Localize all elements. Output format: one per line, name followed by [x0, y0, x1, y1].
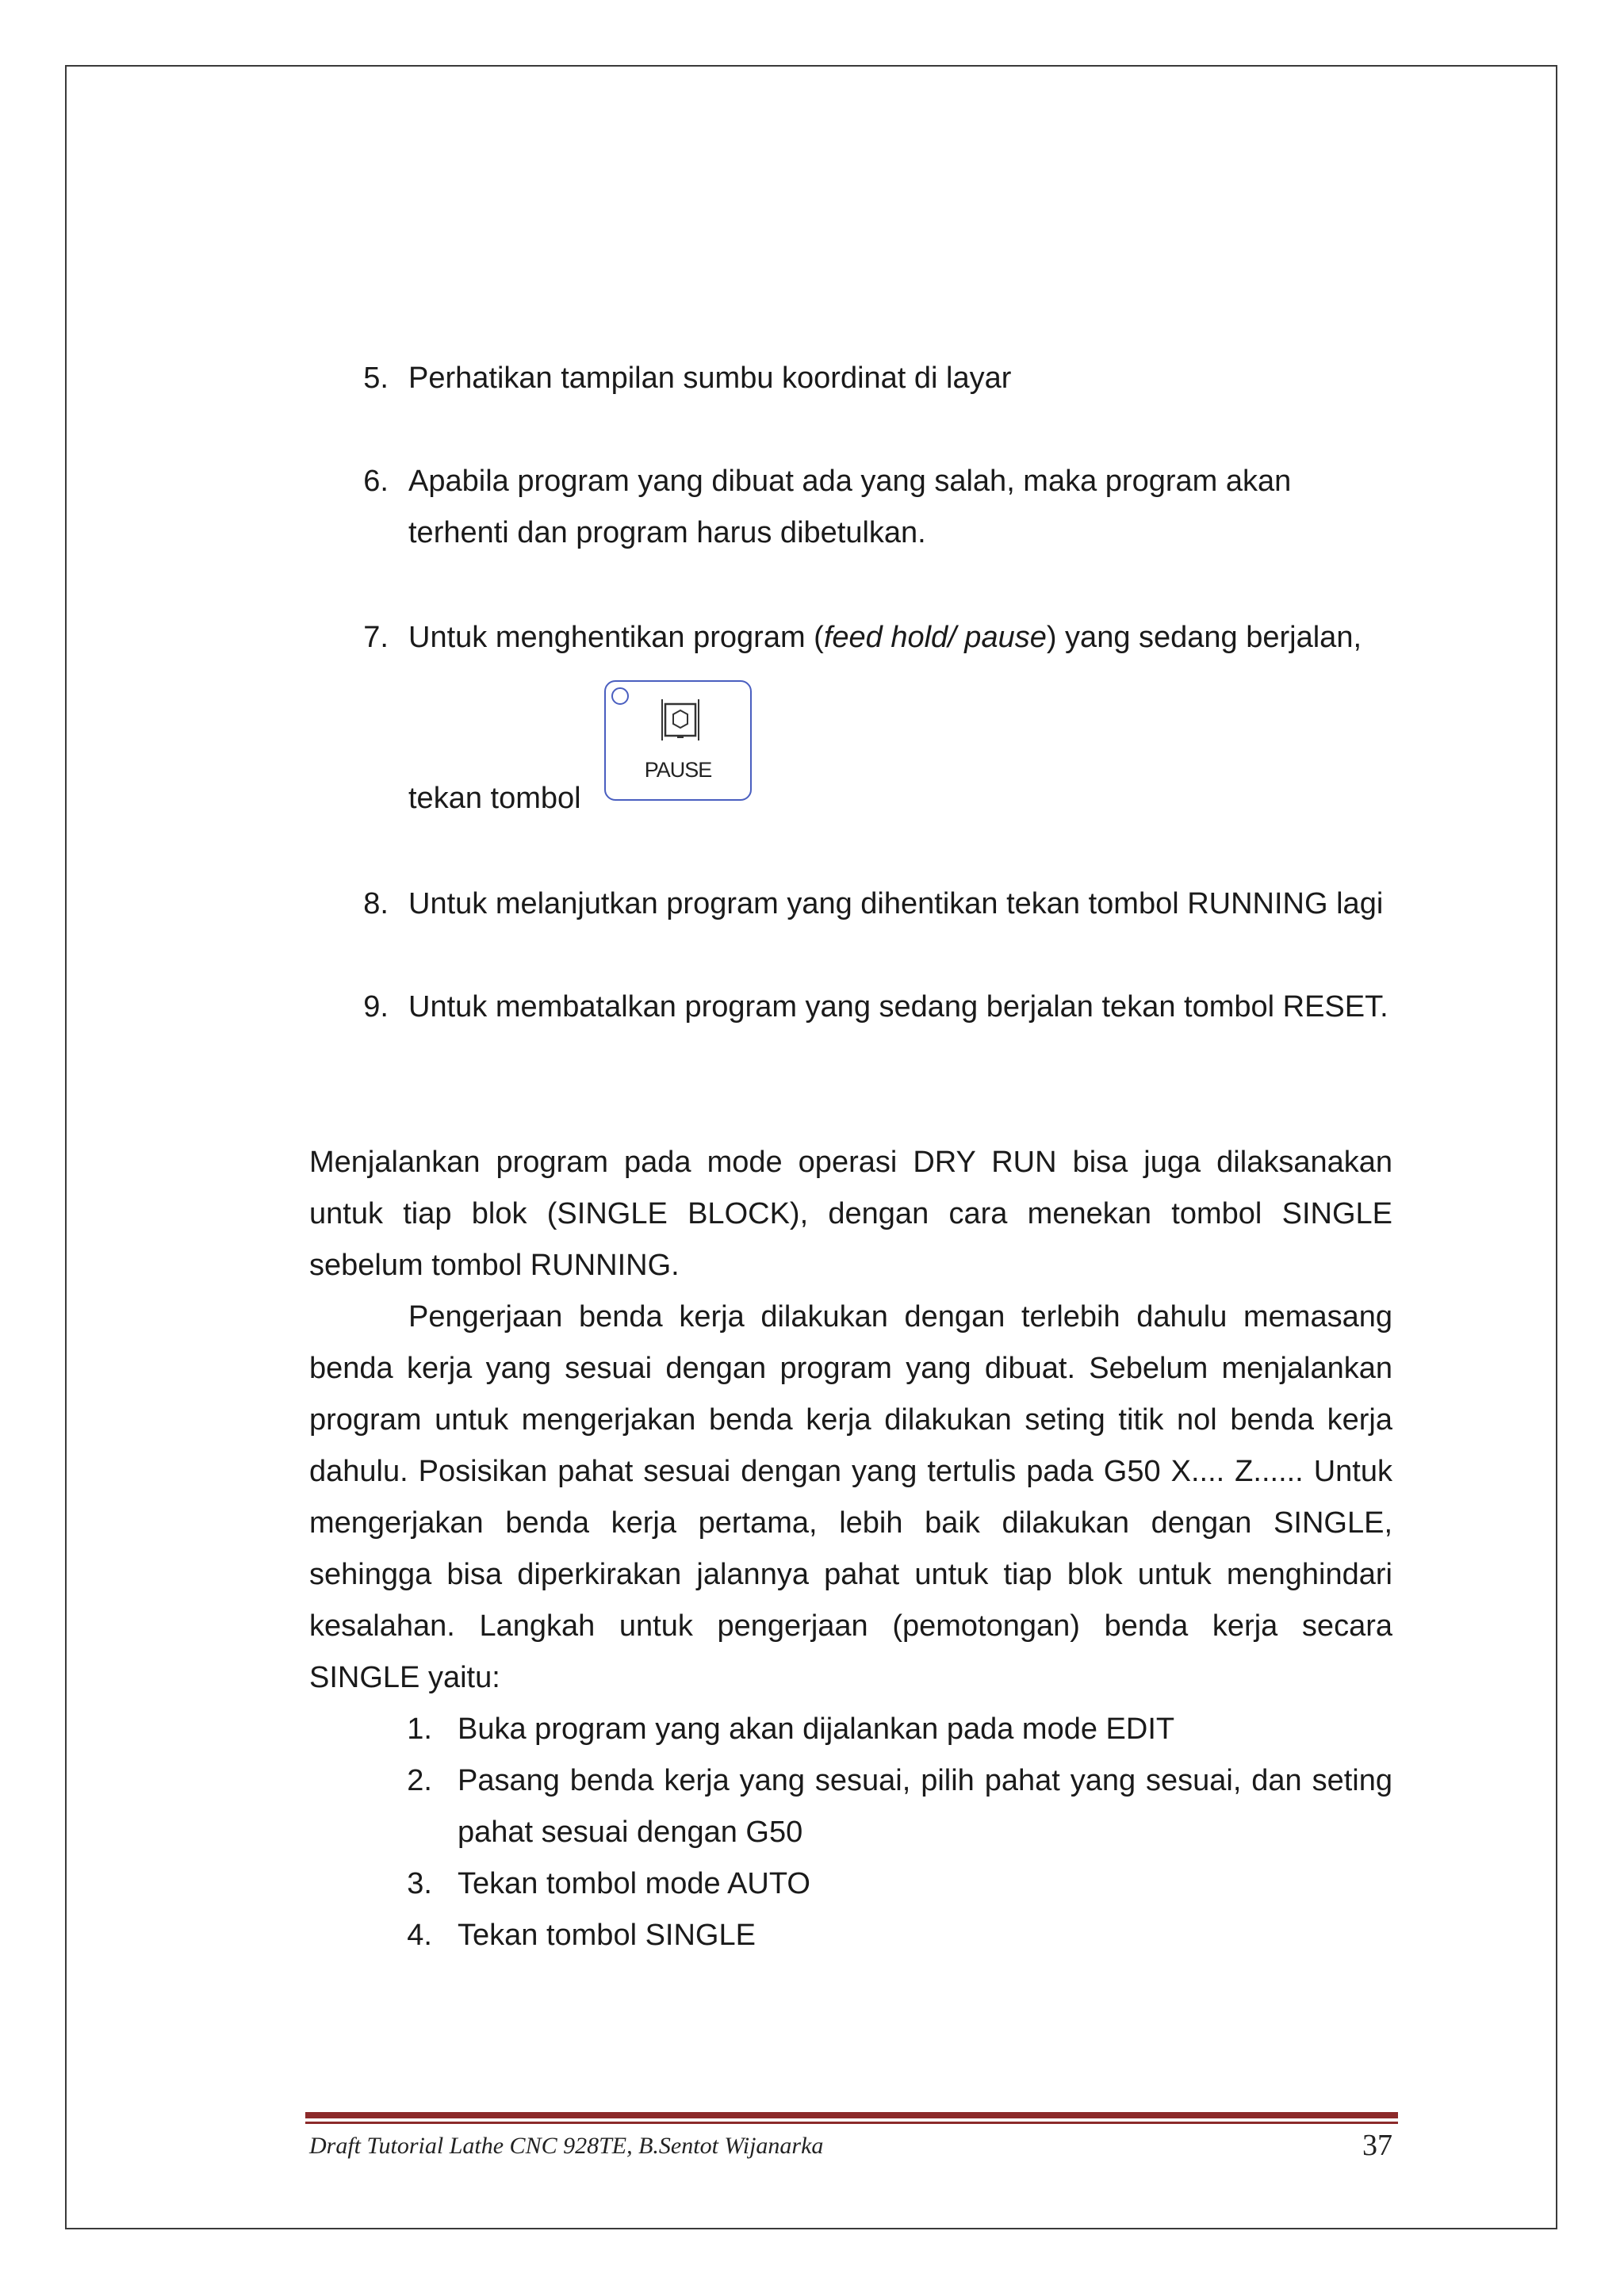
- pause-label: PAUSE: [644, 758, 712, 782]
- step-text: Perhatikan tampilan sumbu koordinat di layar: [408, 362, 1012, 395]
- step-number: 4.: [407, 1919, 432, 1952]
- footer-rule: [305, 2112, 1398, 2118]
- footer-rule-thin: [305, 2122, 1398, 2124]
- pause-icon: [658, 696, 703, 744]
- step-text: Untuk melanjutkan program yang dihentikan tekan tombol RUNNING lagi: [408, 887, 1384, 920]
- step-number: 2.: [407, 1764, 432, 1797]
- step-number: 5.: [363, 362, 389, 395]
- paragraph-line: sehingga bisa diperkirakan jalannya pahat untuk tiap blok untuk menghindari: [309, 1558, 1392, 1591]
- indicator-led-icon: [611, 687, 629, 705]
- step-text: Buka program yang akan dijalankan pada mode EDIT: [458, 1712, 1175, 1746]
- paragraph-line: program untuk mengerjakan benda kerja dilakukan seting titik nol benda kerja: [309, 1403, 1392, 1437]
- step-number: 9.: [363, 990, 389, 1024]
- step-number: 8.: [363, 887, 389, 920]
- paragraph-line: Menjalankan program pada mode operasi DRY RUN bisa juga dilaksanakan: [309, 1146, 1392, 1179]
- paragraph-line: dahulu. Posisikan pahat sesuai dengan yang tertulis pada G50 X.... Z...... Untuk: [309, 1455, 1392, 1488]
- step-number: 1.: [407, 1712, 432, 1746]
- step-number: 6.: [363, 465, 389, 498]
- paragraph-line: SINGLE yaitu:: [309, 1661, 500, 1694]
- paragraph-line: Pengerjaan benda kerja dilakukan dengan terlebih dahulu memasang: [408, 1300, 1392, 1334]
- step-text-line2: terhenti dan program harus dibetulkan.: [408, 516, 926, 549]
- paragraph-line: kesalahan. Langkah untuk pengerjaan (pemotongan) benda kerja secara: [309, 1609, 1392, 1643]
- step-text-italic: feed hold/ pause: [823, 621, 1047, 654]
- footer-title: Draft Tutorial Lathe CNC 928TE, B.Sentot Wijanarka: [309, 2133, 824, 2159]
- step-number: 3.: [407, 1867, 432, 1900]
- step-text-before: Untuk menghentikan program (: [408, 621, 824, 654]
- step-text-line1: Apabila program yang dibuat ada yang salah, maka program akan: [408, 465, 1292, 498]
- step-text-line1: [408, 612, 1362, 664]
- step-text-after: ) yang sedang berjalan,: [1046, 621, 1362, 654]
- step-text-line2: pahat sesuai dengan G50: [458, 1816, 803, 1849]
- step-text: Untuk membatalkan program yang sedang berjalan tekan tombol RESET.: [408, 990, 1388, 1024]
- step-text-line2: tekan tombol: [408, 782, 581, 815]
- step-text: Tekan tombol mode AUTO: [458, 1867, 810, 1900]
- paragraph-line: sebelum tombol RUNNING.: [309, 1249, 680, 1282]
- paragraph-line: benda kerja yang sesuai dengan program yang dibuat. Sebelum menjalankan: [309, 1352, 1392, 1385]
- step-number: 7.: [363, 621, 389, 654]
- paragraph-line: untuk tiap blok (SINGLE BLOCK), dengan cara menekan tombol SINGLE: [309, 1197, 1392, 1230]
- page-number: 37: [1362, 2129, 1392, 2162]
- pause-button-image: [604, 680, 752, 801]
- step-text: Tekan tombol SINGLE: [458, 1919, 756, 1952]
- paragraph-line: mengerjakan benda kerja pertama, lebih baik dilakukan dengan SINGLE,: [309, 1506, 1392, 1540]
- step-text-line1: Pasang benda kerja yang sesuai, pilih pahat yang sesuai, dan seting: [458, 1764, 1392, 1797]
